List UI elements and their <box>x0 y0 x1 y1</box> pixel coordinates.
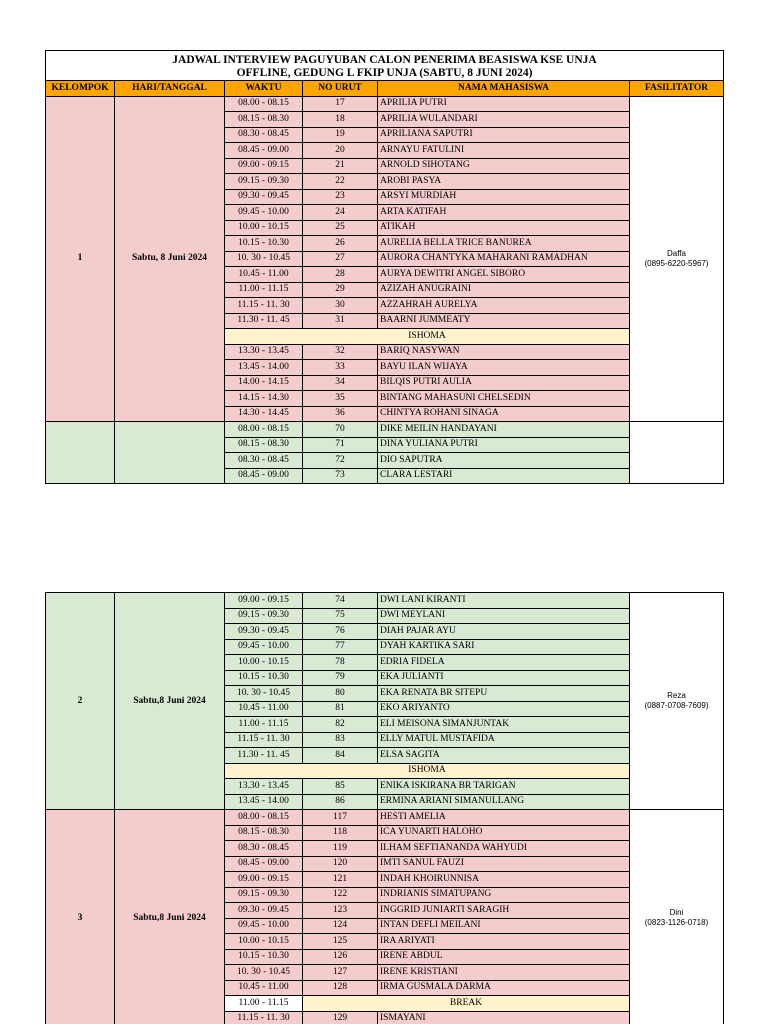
no-urut-cell: 34 <box>303 375 378 391</box>
nama-mahasiswa-cell: ENIKA ISKIRANA BR TARIGAN <box>378 779 630 795</box>
waktu-cell: 08.45 - 09.00 <box>225 468 303 484</box>
no-urut-cell: 126 <box>303 949 378 965</box>
kelompok-cell <box>46 422 115 484</box>
no-urut-cell: 78 <box>303 655 378 671</box>
waktu-cell: 11.15 - 11. 30 <box>225 298 303 314</box>
waktu-cell: 08.00 - 08.15 <box>225 422 303 438</box>
kelompok-cell: 3 <box>46 810 115 1024</box>
waktu-cell: 13.45 - 14.00 <box>225 794 303 810</box>
nama-mahasiswa-cell: IRENE ABDUL <box>378 949 630 965</box>
waktu-cell: 11.00 - 11.15 <box>225 282 303 298</box>
no-urut-cell: 120 <box>303 856 378 872</box>
schedule-table-page-2 <box>45 592 724 1024</box>
no-urut-cell: 27 <box>303 251 378 267</box>
no-urut-cell: 118 <box>303 825 378 841</box>
nama-mahasiswa-cell: APRILIA PUTRI <box>378 96 630 112</box>
no-urut-cell: 84 <box>303 748 378 764</box>
nama-mahasiswa-cell: INTAN DEFLI MEILANI <box>378 918 630 934</box>
waktu-cell: 11.30 - 11. 45 <box>225 748 303 764</box>
no-urut-cell: 72 <box>303 453 378 469</box>
nama-mahasiswa-cell: DIAH PAJAR AYU <box>378 624 630 640</box>
nama-mahasiswa-cell: APRILIA WULANDARI <box>378 112 630 128</box>
no-urut-cell: 77 <box>303 639 378 655</box>
nama-mahasiswa-cell: ELSA SAGITA <box>378 748 630 764</box>
kelompok-cell: 1 <box>46 96 115 422</box>
waktu-cell: 10.15 - 10.30 <box>225 670 303 686</box>
no-urut-cell: 75 <box>303 608 378 624</box>
fasilitator-name: Daffa <box>667 248 686 258</box>
no-urut-cell: 29 <box>303 282 378 298</box>
column-header-row <box>46 81 724 97</box>
waktu-cell: 14.30 - 14.45 <box>225 406 303 422</box>
waktu-cell: 09.15 - 09.30 <box>225 174 303 190</box>
waktu-cell: 14.00 - 14.15 <box>225 375 303 391</box>
nama-mahasiswa-cell: INDRIANIS SIMATUPANG <box>378 887 630 903</box>
waktu-cell: 10.45 - 11.00 <box>225 701 303 717</box>
nama-mahasiswa-cell: AURYA DEWITRI ANGEL SIBORO <box>378 267 630 283</box>
col-header-no-urut: NO URUT <box>303 81 378 97</box>
nama-mahasiswa-cell: ISMAYANI <box>378 1011 630 1024</box>
fasilitator-cell <box>630 96 724 422</box>
no-urut-cell: 80 <box>303 686 378 702</box>
no-urut-cell: 125 <box>303 934 378 950</box>
waktu-cell: 09.00 - 09.15 <box>225 872 303 888</box>
nama-mahasiswa-cell: DINA YULIANA PUTRI <box>378 437 630 453</box>
nama-mahasiswa-cell: INGGRID JUNIARTI SARAGIH <box>378 903 630 919</box>
hari-tanggal-cell: Sabtu,8 Juni 2024 <box>115 810 225 1024</box>
waktu-cell: 09.45 - 10.00 <box>225 205 303 221</box>
no-urut-cell: 117 <box>303 810 378 826</box>
hari-tanggal-cell: Sabtu,8 Juni 2024 <box>115 593 225 810</box>
no-urut-cell: 22 <box>303 174 378 190</box>
no-urut-cell: 79 <box>303 670 378 686</box>
waktu-cell: 09.15 - 09.30 <box>225 608 303 624</box>
page-2 <box>0 590 768 1024</box>
nama-mahasiswa-cell: IRENE KRISTIANI <box>378 965 630 981</box>
kelompok-cell: 2 <box>46 593 115 810</box>
waktu-cell: 11.00 - 11.15 <box>225 996 303 1012</box>
no-urut-cell: 18 <box>303 112 378 128</box>
nama-mahasiswa-cell: IMTI SANUL FAUZI <box>378 856 630 872</box>
no-urut-cell: 122 <box>303 887 378 903</box>
title-row <box>46 51 724 81</box>
nama-mahasiswa-cell: ARSYI MURDIAH <box>378 189 630 205</box>
waktu-cell: 10.15 - 10.30 <box>225 236 303 252</box>
fasilitator-phone: (0823-1126-0718) <box>644 918 709 927</box>
waktu-cell: 10. 30 - 10.45 <box>225 686 303 702</box>
no-urut-cell: 70 <box>303 422 378 438</box>
fasilitator-name: Reza <box>667 691 686 700</box>
no-urut-cell: 73 <box>303 468 378 484</box>
table-row <box>46 810 724 826</box>
nama-mahasiswa-cell: IRMA GUSMALA DARMA <box>378 980 630 996</box>
break-cell: BREAK <box>303 996 630 1012</box>
waktu-cell: 13.45 - 14.00 <box>225 360 303 376</box>
no-urut-cell: 81 <box>303 701 378 717</box>
no-urut-cell: 86 <box>303 794 378 810</box>
waktu-cell: 09.30 - 09.45 <box>225 624 303 640</box>
waktu-cell: 08.45 - 09.00 <box>225 856 303 872</box>
no-urut-cell: 36 <box>303 406 378 422</box>
no-urut-cell: 129 <box>303 1011 378 1024</box>
nama-mahasiswa-cell: BILQIS PUTRI AULIA <box>378 375 630 391</box>
nama-mahasiswa-cell: AZZAHRAH AURELYA <box>378 298 630 314</box>
no-urut-cell: 33 <box>303 360 378 376</box>
no-urut-cell: 76 <box>303 624 378 640</box>
no-urut-cell: 121 <box>303 872 378 888</box>
nama-mahasiswa-cell: ATIKAH <box>378 220 630 236</box>
nama-mahasiswa-cell: APRILIANA SAPUTRI <box>378 127 630 143</box>
col-header-nama-mahasiswa: NAMA MAHASISWA <box>378 81 630 97</box>
nama-mahasiswa-cell: AURELIA BELLA TRICE BANUREA <box>378 236 630 252</box>
nama-mahasiswa-cell: EDRIA FIDELA <box>378 655 630 671</box>
nama-mahasiswa-cell: EKO ARIYANTO <box>378 701 630 717</box>
no-urut-cell: 119 <box>303 841 378 857</box>
waktu-cell: 10.00 - 10.15 <box>225 655 303 671</box>
no-urut-cell: 32 <box>303 344 378 360</box>
nama-mahasiswa-cell: CHINTYA ROHANI SINAGA <box>378 406 630 422</box>
nama-mahasiswa-cell: BAARNI JUMMEATY <box>378 313 630 329</box>
waktu-cell: 10.45 - 11.00 <box>225 267 303 283</box>
schedule-table-page-1 <box>45 50 724 484</box>
waktu-cell: 11.15 - 11. 30 <box>225 732 303 748</box>
break-cell: ISHOMA <box>225 329 630 345</box>
nama-mahasiswa-cell: ARNOLD SIHOTANG <box>378 158 630 174</box>
no-urut-cell: 17 <box>303 96 378 112</box>
no-urut-cell: 71 <box>303 437 378 453</box>
nama-mahasiswa-cell: ARNAYU FATULINI <box>378 143 630 159</box>
waktu-cell: 08.15 - 08.30 <box>225 825 303 841</box>
no-urut-cell: 23 <box>303 189 378 205</box>
nama-mahasiswa-cell: DWI MEYLANI <box>378 608 630 624</box>
waktu-cell: 13.30 - 13.45 <box>225 779 303 795</box>
no-urut-cell: 26 <box>303 236 378 252</box>
waktu-cell: 08.00 - 08.15 <box>225 96 303 112</box>
no-urut-cell: 127 <box>303 965 378 981</box>
col-header-fasilitator: FASILITATOR <box>630 81 724 97</box>
no-urut-cell: 124 <box>303 918 378 934</box>
waktu-cell: 08.30 - 08.45 <box>225 453 303 469</box>
no-urut-cell: 82 <box>303 717 378 733</box>
document-title <box>46 51 724 81</box>
no-urut-cell: 20 <box>303 143 378 159</box>
waktu-cell: 10.15 - 10.30 <box>225 949 303 965</box>
waktu-cell: 10.00 - 10.15 <box>225 220 303 236</box>
waktu-cell: 11.15 - 11. 30 <box>225 1011 303 1024</box>
nama-mahasiswa-cell: AURORA CHANTYKA MAHARANI RAMADHAN <box>378 251 630 267</box>
fasilitator-name: Dini <box>669 908 684 917</box>
nama-mahasiswa-cell: DYAH KARTIKA SARI <box>378 639 630 655</box>
page-1 <box>0 0 768 484</box>
nama-mahasiswa-cell: AROBI PASYA <box>378 174 630 190</box>
waktu-cell: 10. 30 - 10.45 <box>225 251 303 267</box>
waktu-cell: 08.30 - 08.45 <box>225 127 303 143</box>
waktu-cell: 10.45 - 11.00 <box>225 980 303 996</box>
no-urut-cell: 123 <box>303 903 378 919</box>
title-line-2: OFFLINE, GEDUNG L FKIP UNJA (SABTU, 8 JUNI 2024) <box>236 67 533 79</box>
waktu-cell: 08.00 - 08.15 <box>225 810 303 826</box>
no-urut-cell: 83 <box>303 732 378 748</box>
nama-mahasiswa-cell: BARIQ NASYWAN <box>378 344 630 360</box>
col-header-hari-tanggal: HARI/TANGGAL <box>115 81 225 97</box>
nama-mahasiswa-cell: INDAH KHOIRUNNISA <box>378 872 630 888</box>
no-urut-cell: 19 <box>303 127 378 143</box>
nama-mahasiswa-cell: BINTANG MAHASUNI CHELSEDIN <box>378 391 630 407</box>
nama-mahasiswa-cell: AZIZAH ANUGRAINI <box>378 282 630 298</box>
break-cell: ISHOMA <box>225 763 630 779</box>
waktu-cell: 11.30 - 11. 45 <box>225 313 303 329</box>
no-urut-cell: 128 <box>303 980 378 996</box>
waktu-cell: 08.15 - 08.30 <box>225 437 303 453</box>
waktu-cell: 09.00 - 09.15 <box>225 593 303 609</box>
table-row <box>46 96 724 112</box>
waktu-cell: 09.30 - 09.45 <box>225 903 303 919</box>
no-urut-cell: 21 <box>303 158 378 174</box>
nama-mahasiswa-cell: IRA ARIYATI <box>378 934 630 950</box>
nama-mahasiswa-cell: ELLY MATUL MUSTAFIDA <box>378 732 630 748</box>
waktu-cell: 09.45 - 10.00 <box>225 639 303 655</box>
nama-mahasiswa-cell: CLARA LESTARI <box>378 468 630 484</box>
hari-tanggal-cell: Sabtu, 8 Juni 2024 <box>115 96 225 422</box>
nama-mahasiswa-cell: HESTI AMELIA <box>378 810 630 826</box>
waktu-cell: 09.15 - 09.30 <box>225 887 303 903</box>
waktu-cell: 13.30 - 13.45 <box>225 344 303 360</box>
nama-mahasiswa-cell: ARTA KATIFAH <box>378 205 630 221</box>
no-urut-cell: 28 <box>303 267 378 283</box>
col-header-kelompok: KELOMPOK <box>46 81 115 97</box>
waktu-cell: 08.45 - 09.00 <box>225 143 303 159</box>
nama-mahasiswa-cell: DIKE MEILIN HANDAYANI <box>378 422 630 438</box>
table-row <box>46 422 724 438</box>
nama-mahasiswa-cell: ERMINA ARIANI SIMANULLANG <box>378 794 630 810</box>
no-urut-cell: 74 <box>303 593 378 609</box>
waktu-cell: 09.00 - 09.15 <box>225 158 303 174</box>
waktu-cell: 14.15 - 14.30 <box>225 391 303 407</box>
nama-mahasiswa-cell: DWI LANI KIRANTI <box>378 593 630 609</box>
col-header-waktu: WAKTU <box>225 81 303 97</box>
waktu-cell: 08.30 - 08.45 <box>225 841 303 857</box>
waktu-cell: 09.30 - 09.45 <box>225 189 303 205</box>
nama-mahasiswa-cell: EKA RENATA BR SITEPU <box>378 686 630 702</box>
fasilitator-cell <box>630 810 724 1024</box>
no-urut-cell: 85 <box>303 779 378 795</box>
title-line-1: JADWAL INTERVIEW PAGUYUBAN CALON PENERIMA BEASISWA KSE UNJA <box>172 54 597 66</box>
no-urut-cell: 35 <box>303 391 378 407</box>
fasilitator-phone: (0887-0708-7609) <box>644 701 709 710</box>
nama-mahasiswa-cell: ICA YUNARTI HALOHO <box>378 825 630 841</box>
no-urut-cell: 24 <box>303 205 378 221</box>
nama-mahasiswa-cell: ELI MEISONA SIMANJUNTAK <box>378 717 630 733</box>
nama-mahasiswa-cell: EKA JULIANTI <box>378 670 630 686</box>
waktu-cell: 10. 30 - 10.45 <box>225 965 303 981</box>
waktu-cell: 11.00 - 11.15 <box>225 717 303 733</box>
nama-mahasiswa-cell: DIO SAPUTRA <box>378 453 630 469</box>
hari-tanggal-cell <box>115 422 225 484</box>
fasilitator-cell <box>630 422 724 484</box>
no-urut-cell: 25 <box>303 220 378 236</box>
waktu-cell: 08.15 - 08.30 <box>225 112 303 128</box>
waktu-cell: 10.00 - 10.15 <box>225 934 303 950</box>
nama-mahasiswa-cell: ILHAM SEFTIANANDA WAHYUDI <box>378 841 630 857</box>
no-urut-cell: 30 <box>303 298 378 314</box>
fasilitator-cell <box>630 593 724 810</box>
no-urut-cell: 31 <box>303 313 378 329</box>
nama-mahasiswa-cell: BAYU ILAN WIJAYA <box>378 360 630 376</box>
table-row <box>46 593 724 609</box>
fasilitator-phone: (0895-6220-5967) <box>644 258 709 268</box>
waktu-cell: 09.45 - 10.00 <box>225 918 303 934</box>
